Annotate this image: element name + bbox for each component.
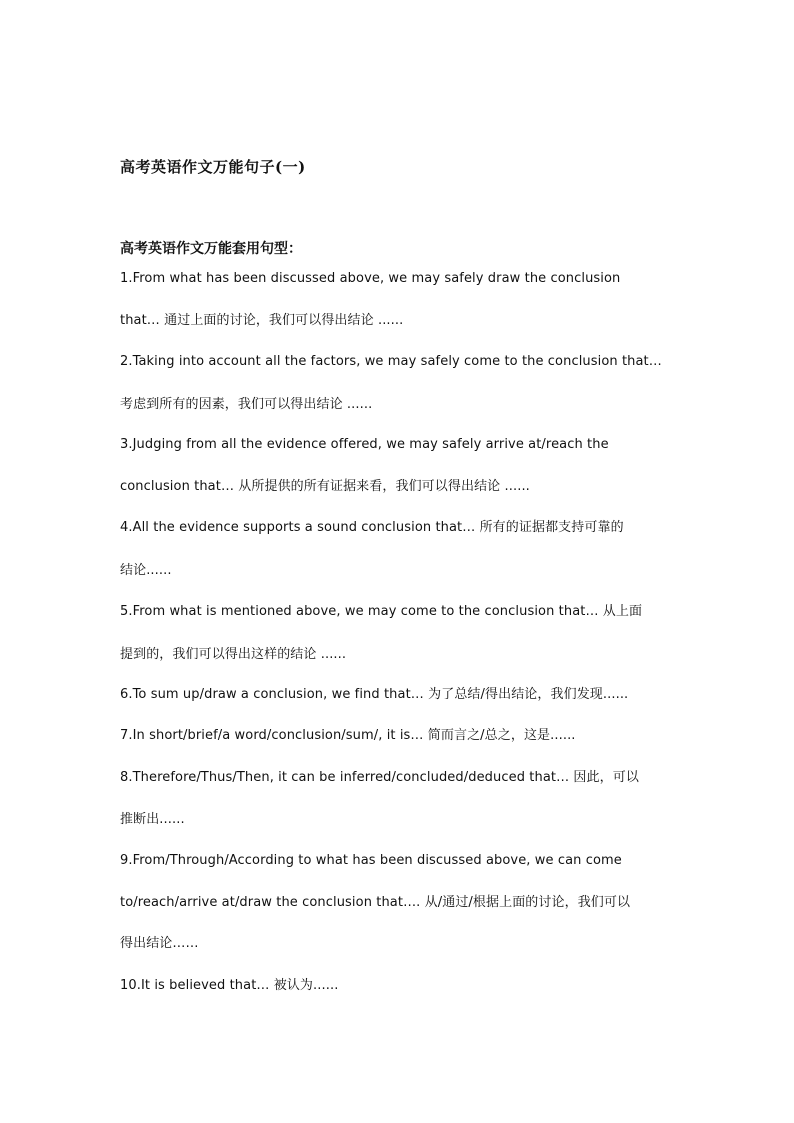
text-line: that… 通过上面的讨论，我们可以得出结论 ...... — [120, 313, 404, 328]
text-line: 推断出...... — [120, 812, 185, 827]
text-line: 结论...... — [120, 563, 172, 578]
text-line: 考虑到所有的因素，我们可以得出结论 ...... — [120, 397, 373, 412]
text-line: 4.All the evidence supports a sound conclusion that… 所有的证据都支持可靠的 — [120, 520, 624, 535]
text-line: 8.Therefore/Thus/Then, it can be inferred/concluded/deduced that… 因此，可以 — [120, 770, 639, 785]
section-heading: 高考英语作文万能套用句型： — [120, 241, 302, 257]
text-line: to/reach/arrive at/draw the conclusion that…. 从/通过/根据上面的讨论，我们可以 — [120, 895, 631, 910]
text-line: 2.Taking into account all the factors, we may safely come to the conclusion that… — [120, 354, 662, 369]
text-line: 提到的，我们可以得出这样的结论 ...... — [120, 647, 347, 662]
text-line: 7.In short/brief/a word/conclusion/sum/, it is… 简而言之/总之，这是...... — [120, 728, 576, 743]
text-line: 6.To sum up/draw a conclusion, we find that… 为了总结/得出结论，我们发现...... — [120, 687, 629, 702]
text-line: 5.From what is mentioned above, we may come to the conclusion that… 从上面 — [120, 604, 643, 619]
text-line: 得出结论…… — [120, 936, 199, 951]
text-line: conclusion that… 从所提供的所有证据来看，我们可以得出结论 ...... — [120, 479, 530, 494]
text-line: 9.From/Through/According to what has been discussed above, we can come — [120, 853, 622, 868]
text-line: 1.From what has been discussed above, we may safely draw the conclusion — [120, 271, 621, 286]
document-title: 高考英语作文万能句子(一) — [120, 158, 306, 176]
text-line: 3.Judging from all the evidence offered, we may safely arrive at/reach the — [120, 437, 609, 452]
text-line: 10.It is believed that… 被认为...... — [120, 978, 339, 993]
